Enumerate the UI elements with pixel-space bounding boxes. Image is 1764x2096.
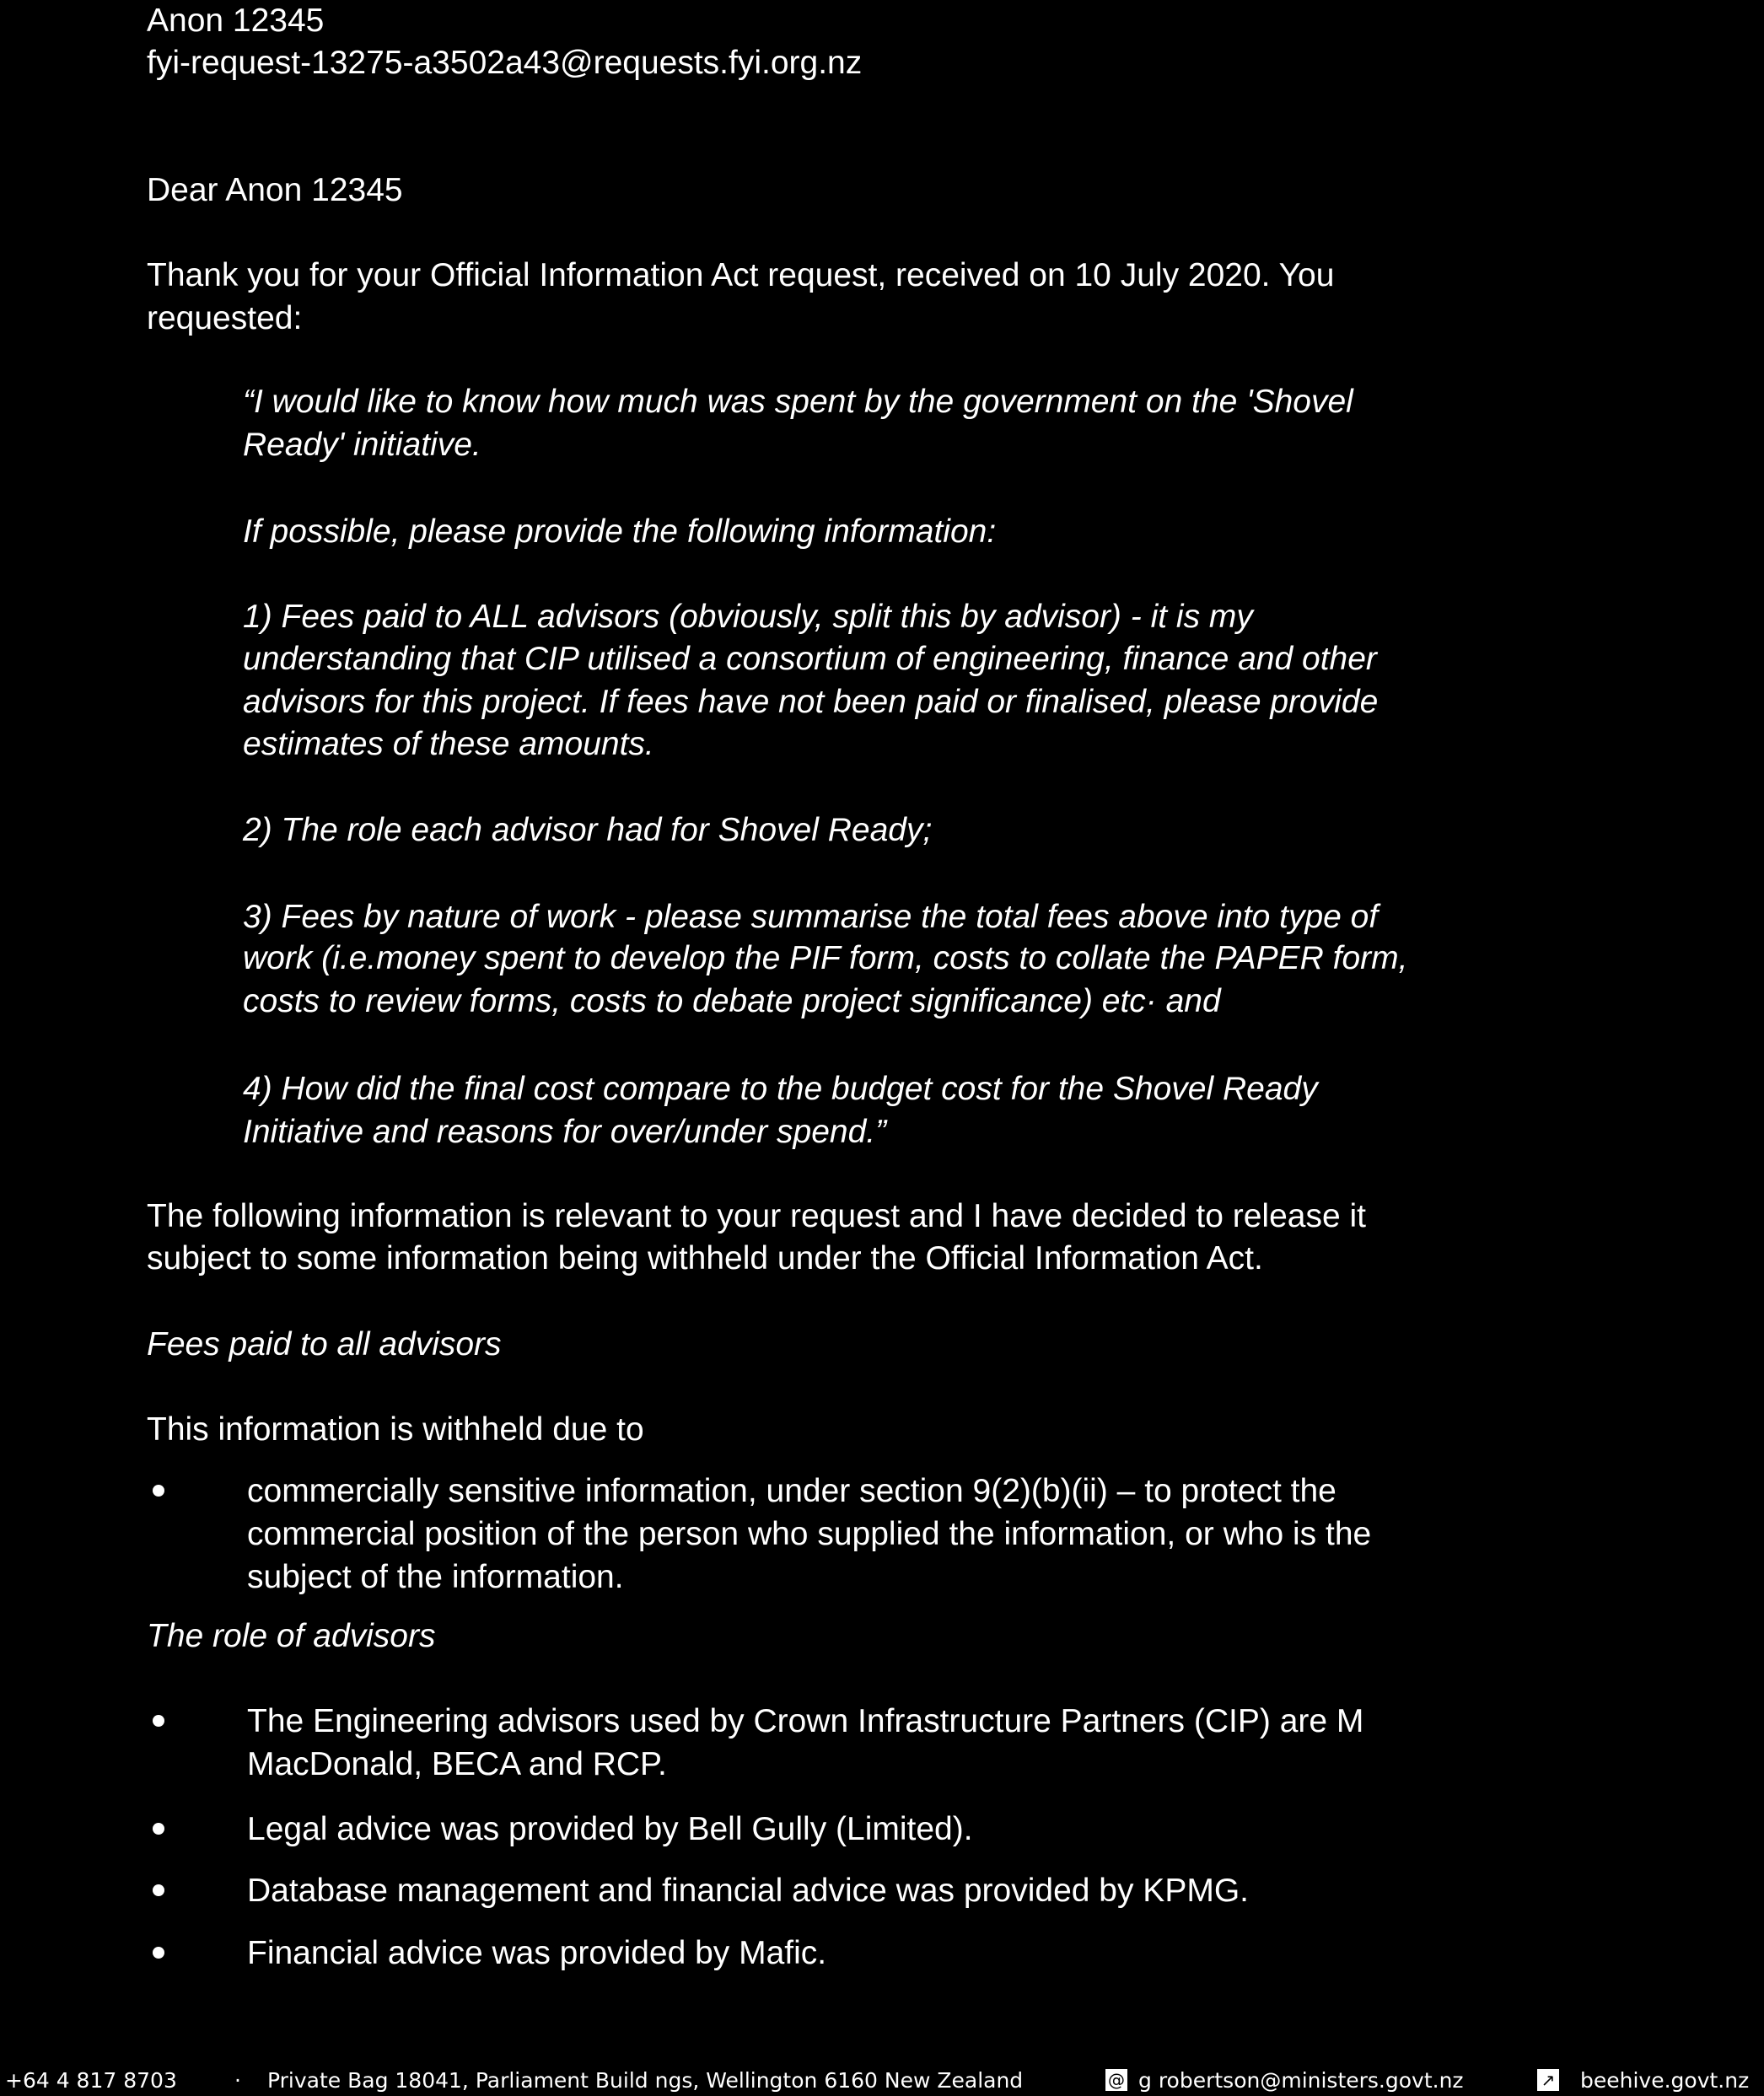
quote-line: 1) Fees paid to ALL advisors (obviously, split this by advisor) - it is my xyxy=(243,599,1253,635)
quote-line: 2) The role each advisor had for Shovel Ready; xyxy=(243,812,933,848)
footer-email[interactable]: g robertson@ministers.govt.nz xyxy=(1138,2068,1464,2093)
recipient-name: Anon 12345 xyxy=(147,3,325,39)
fees-bullet-line: subject of the information. xyxy=(247,1559,624,1595)
footer-phone: +64 4 817 8703 xyxy=(5,2068,177,2093)
fees-bullet-line: commercially sensitive information, under section 9(2)(b)(ii) – to protect the xyxy=(247,1473,1336,1509)
footer-address: Private Bag 18041, Parliament Build ngs, Wellington 6160 New Zealand xyxy=(267,2068,1024,2093)
bullet-dot xyxy=(153,1884,164,1896)
fees-heading: Fees paid to all advisors xyxy=(147,1326,502,1362)
quote-line: Initiative and reasons for over/under spend.” xyxy=(243,1114,887,1150)
quote-line: estimates of these amounts. xyxy=(243,726,654,762)
role-bullet-line: MacDonald, BECA and RCP. xyxy=(247,1746,667,1782)
quote-line: “I would like to know how much was spent by the government on the 'Shovel xyxy=(243,384,1353,420)
bullet-dot xyxy=(153,1485,164,1497)
quote-line: work (i.e.money spent to develop the PIF form, costs to collate the PAPER form, xyxy=(243,940,1408,976)
footer-separator: · xyxy=(234,2068,241,2093)
footer-website[interactable]: beehive.govt.nz xyxy=(1580,2068,1750,2093)
quote-line: advisors for this project. If fees have not been paid or finalised, please provide xyxy=(243,684,1379,720)
bullet-dot xyxy=(153,1823,164,1835)
role-bullet-line: Database management and financial advice was provided by KPMG. xyxy=(247,1873,1249,1909)
quote-line: 3) Fees by nature of work - please summarise the total fees above into type of xyxy=(243,899,1379,935)
at-icon: @ xyxy=(1105,2069,1127,2091)
role-bullet-line: Legal advice was provided by Bell Gully (Limited). xyxy=(247,1811,973,1847)
intro-line-1: Thank you for your Official Information Act request, received on 10 July 2020. You xyxy=(147,257,1335,293)
release-line-1: The following information is relevant to your request and I have decided to release it xyxy=(147,1198,1366,1234)
fees-intro: This information is withheld due to xyxy=(147,1411,644,1448)
fees-bullet-line: commercial position of the person who supplied the information, or who is the xyxy=(247,1516,1372,1552)
release-line-2: subject to some information being withheld under the Official Information Act. xyxy=(147,1240,1263,1276)
role-bullet-line: Financial advice was provided by Mafic. xyxy=(247,1935,827,1971)
quote-line: 4) How did the final cost compare to the budget cost for the Shovel Ready xyxy=(243,1071,1318,1107)
bullet-dot xyxy=(153,1947,164,1959)
quote-line: If possible, please provide the following information: xyxy=(243,513,997,550)
quote-line: Ready' initiative. xyxy=(243,427,481,463)
quote-line: understanding that CIP utilised a consortium of engineering, finance and other xyxy=(243,641,1377,677)
role-bullet-line: The Engineering advisors used by Crown Infrastructure Partners (CIP) are M xyxy=(247,1703,1364,1739)
role-heading: The role of advisors xyxy=(147,1618,436,1654)
intro-line-2: requested: xyxy=(147,300,303,336)
web-icon: ↗ xyxy=(1537,2069,1559,2091)
bullet-dot xyxy=(153,1715,164,1727)
quote-line: costs to review forms, costs to debate project significance) etc· and xyxy=(243,983,1221,1019)
recipient-email: fyi-request-13275-a3502a43@requests.fyi.org.nz xyxy=(147,45,863,81)
salutation: Dear Anon 12345 xyxy=(147,172,403,208)
